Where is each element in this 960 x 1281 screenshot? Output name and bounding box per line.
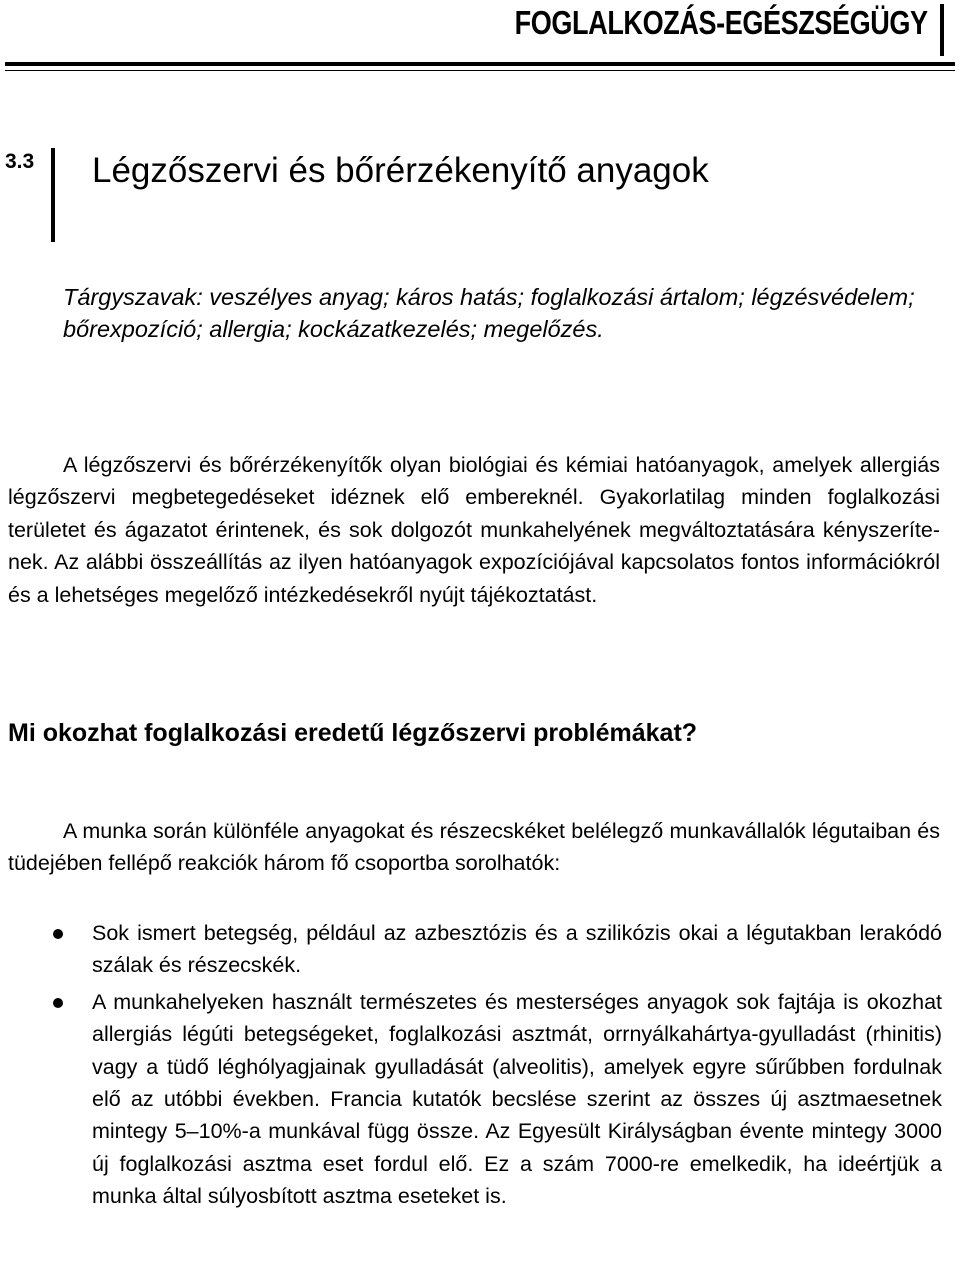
- list-item-text: Sok ismert betegség, például az azbesztózis és a szilikózis okai a légutakban lerakódó szálak és részecskék.: [92, 921, 942, 978]
- intro-paragraph: A légzőszervi és bőrérzékenyítők olyan biológiai és kémiai hatóanyagok, amelyek allergiás légzőszervi megbetegedéseket idéznek elő embereknél. Gyakorlatilag minden foglalkozási területet és ágazatot érintenek, és sok dolgozót munkahelyének megváltoztatására kényszerítenek. Az alábbi összeállítás az ilyen hatóanyagok expozíciójával kapcsolatos fontos információkról és a lehetséges megelőző intézkedésekről nyújt tájékoztatást.: [8, 453, 940, 607]
- list-item: [0, 917, 942, 982]
- keywords: Tárgyszavak: veszélyes anyag; káros hatás; foglalkozási ártalom; légzésvédelem; bőrexpozíció; allergia; kockázatkezelés; megelőzés.: [63, 284, 915, 342]
- list-item: [0, 986, 942, 1213]
- bullet-icon: [53, 998, 63, 1008]
- subheading: Mi okozhat foglalkozási eredetű légzőszervi problémákat?: [8, 719, 698, 747]
- body-paragraph: A munka során különféle anyagokat és részecskéket belélegző munkavállalók légutaiban és tüdejében fellépő reakciók három fő csoportba sorolhatók:: [8, 819, 940, 876]
- bullet-list: [0, 917, 960, 1217]
- header-vertical-rule: [940, 4, 944, 56]
- header-thick-rule: [5, 62, 955, 66]
- section-vertical-rule: [51, 148, 55, 242]
- running-header: FOGLALKOZÁS-EGÉSZSÉGÜGY: [514, 4, 928, 41]
- header-thin-rule: [5, 70, 955, 71]
- bullet-icon: [53, 929, 63, 939]
- list-item-text: A munkahelyeken használt természetes és mesterséges anyagok sok fajtája is okozhat allergiás légúti betegségeket, foglalkozási asztmát, orrnyálkahártya-gyulladást (rhinitis) vagy a tüdő léghólyagjainak gyulladását (alveolitis), amelyek egyre sűrűbben fordulnak elő az utóbbi években. Francia kutatók becslése szerint az összes új asztmaesetnek mintegy 5–10%-a munkával függ össze. Az Egyesült Királyságban évente mintegy 3000 új foglalkozási asztma eset fordul elő. Ez a szám 7000-re emelkedik, ha ideértjük a munka által súlyosbított asztma eseteket is.: [92, 989, 942, 1209]
- section-number: 3.3: [5, 150, 35, 173]
- section-title: Légzőszervi és bőrérzékenyítő anyagok: [92, 151, 709, 190]
